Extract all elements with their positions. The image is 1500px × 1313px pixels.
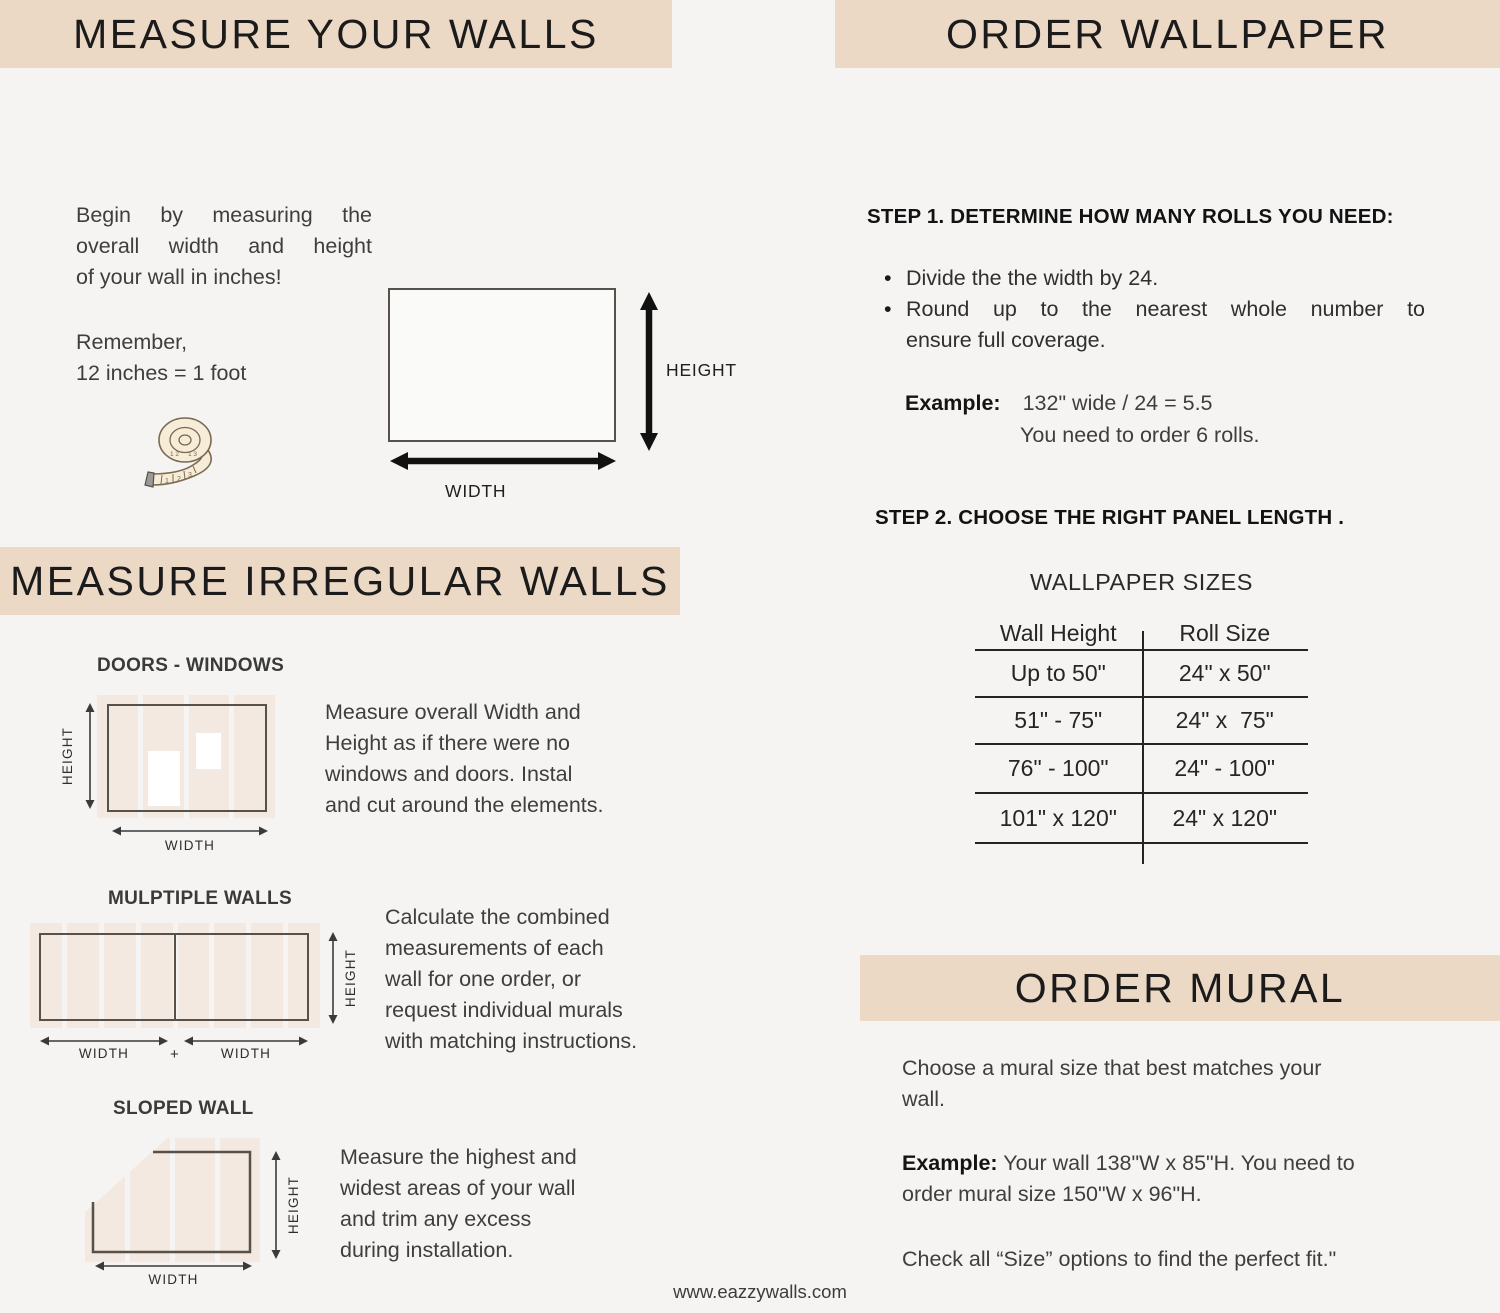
example-value: 132" wide / 24 = 5.5 — [1022, 391, 1213, 415]
sloped-wall-text — [340, 1142, 650, 1266]
height-label: HEIGHT — [343, 948, 358, 1008]
height-label: HEIGHT — [60, 726, 75, 786]
step1-example-line2: You need to order 6 rolls. — [1020, 423, 1260, 447]
column-header: Wall Height — [999, 619, 1117, 646]
height-label: HEIGHT — [666, 360, 737, 380]
table-cell: 51" - 75" — [1014, 707, 1103, 733]
intro-line: overall width and height — [76, 234, 372, 258]
text-line: widest areas of your wall — [340, 1176, 576, 1200]
banner-measure-irregular-walls — [0, 547, 680, 615]
text-line: and cut around the elements. — [325, 793, 604, 817]
text-line: Measure the highest and — [340, 1145, 577, 1169]
svg-text:1: 1 — [165, 478, 169, 485]
wallpaper-panel — [130, 1138, 170, 1262]
banner-order-wallpaper — [835, 0, 1500, 68]
plus-sign: + — [170, 1046, 179, 1063]
table-divider — [1142, 631, 1144, 864]
intro-line: Begin by measuring the — [76, 203, 372, 227]
table-cell: 24" x 75" — [1175, 707, 1274, 733]
remember-line: Remember, — [76, 330, 188, 354]
banner-measure-your-walls — [0, 0, 672, 68]
example-text: order mural size 150"W x 96"H. — [902, 1182, 1202, 1206]
bullet-text: • Round up to the nearest whole number to — [906, 297, 1425, 321]
width-label: WIDTH — [148, 1272, 199, 1287]
sloped-wall-panels — [85, 1138, 260, 1262]
text-line: wall for one order, or — [385, 967, 581, 991]
width-label: WIDTH — [445, 481, 507, 501]
text-line: Measure overall Width and — [325, 700, 581, 724]
text-line: during installation. — [340, 1238, 514, 1262]
doors-windows-text — [325, 697, 705, 821]
width-arrow — [390, 452, 616, 470]
table-cell: Up to 50" — [1010, 660, 1106, 686]
doors-windows-wall-outline — [107, 704, 267, 812]
width-label: WIDTH — [164, 838, 216, 853]
table-title: WALLPAPER SIZES — [1030, 569, 1253, 595]
section-title: ORDER MURAL — [1014, 964, 1346, 1011]
intro-line: of your wall in inches! — [76, 265, 282, 289]
table-cell: 24" - 100" — [1174, 755, 1276, 781]
example-label: Example: — [905, 391, 1001, 415]
example-label: Example: — [902, 1151, 998, 1175]
bullet-text: • Divide the the width by 24. — [906, 266, 1159, 290]
mural-example — [902, 1148, 1442, 1210]
step1-heading: STEP 1. DETERMINE HOW MANY ROLLS YOU NEED: — [867, 205, 1394, 228]
text-line — [902, 1148, 1442, 1179]
step2-heading: STEP 2. CHOOSE THE RIGHT PANEL LENGTH . — [875, 506, 1345, 529]
remember-line: 12 inches = 1 foot — [76, 361, 247, 385]
example-text: Your wall 138"W x 85"H. You need to — [1003, 1151, 1355, 1175]
wallpaper-panel — [85, 1138, 125, 1262]
svg-text:2: 2 — [177, 476, 181, 483]
wall-one-outline — [39, 933, 176, 1021]
wallpaper-panel — [175, 1138, 215, 1262]
tape-measure-icon — [140, 410, 245, 495]
step1-example-line1 — [905, 388, 1213, 419]
remember-note — [76, 327, 376, 389]
wall-diagram-rectangle — [388, 288, 616, 442]
table-cell: 24" x 50" — [1178, 660, 1271, 686]
text-line: with matching instructions. — [385, 1029, 638, 1053]
website-url: www.eazzywalls.com — [673, 1281, 847, 1302]
table-cell: 24" x 120" — [1172, 804, 1278, 831]
height-arrow — [640, 292, 658, 451]
text-line: and trim any excess — [340, 1207, 532, 1231]
doors-windows-heading: DOORS - WINDOWS — [97, 655, 285, 676]
section-title: ORDER WALLPAPER — [945, 10, 1390, 57]
height-label: HEIGHT — [286, 1175, 301, 1235]
text-line: request individual murals — [385, 998, 623, 1022]
door-shape — [148, 751, 180, 806]
width-label: WIDTH — [220, 1046, 272, 1061]
wall-two-outline — [174, 933, 309, 1021]
width-label: WIDTH — [78, 1046, 130, 1061]
step1-bullets — [880, 263, 1425, 356]
mural-intro — [902, 1053, 1422, 1115]
wallpaper-sizes-table — [975, 617, 1308, 844]
text-line: Calculate the combined — [385, 905, 610, 929]
text-line: Choose a mural size that best matches your — [902, 1056, 1322, 1080]
section-title: MEASURE YOUR WALLS — [73, 10, 599, 57]
multiple-walls-text — [385, 902, 715, 1057]
bullet-item — [880, 263, 1425, 294]
multiple-walls-heading: MULPTIPLE WALLS — [108, 888, 292, 909]
table-cell: 101" x 120" — [999, 804, 1117, 831]
banner-order-mural — [860, 955, 1500, 1021]
svg-text:1 3: 1 3 — [188, 451, 198, 458]
wallpaper-panel — [220, 1138, 260, 1262]
table-cell: 76" - 100" — [1007, 755, 1109, 781]
text-line: measurements of each — [385, 936, 604, 960]
text-line: wall. — [902, 1087, 946, 1111]
sloped-wall-heading: SLOPED WALL — [113, 1098, 254, 1119]
measure-walls-intro — [76, 200, 372, 293]
text-line: windows and doors. Instal — [325, 762, 573, 786]
mural-note: Check all “Size” options to find the perfect fit." — [902, 1247, 1337, 1271]
bullet-item — [880, 294, 1425, 356]
svg-text:3: 3 — [188, 472, 192, 479]
bullet-text: ensure full coverage. — [906, 328, 1106, 352]
column-header: Roll Size — [1179, 619, 1271, 646]
svg-text:1 2: 1 2 — [170, 451, 180, 458]
text-line: Height as if there were no — [325, 731, 570, 755]
window-shape — [196, 733, 221, 769]
section-title: MEASURE IRREGULAR WALLS — [10, 557, 670, 604]
